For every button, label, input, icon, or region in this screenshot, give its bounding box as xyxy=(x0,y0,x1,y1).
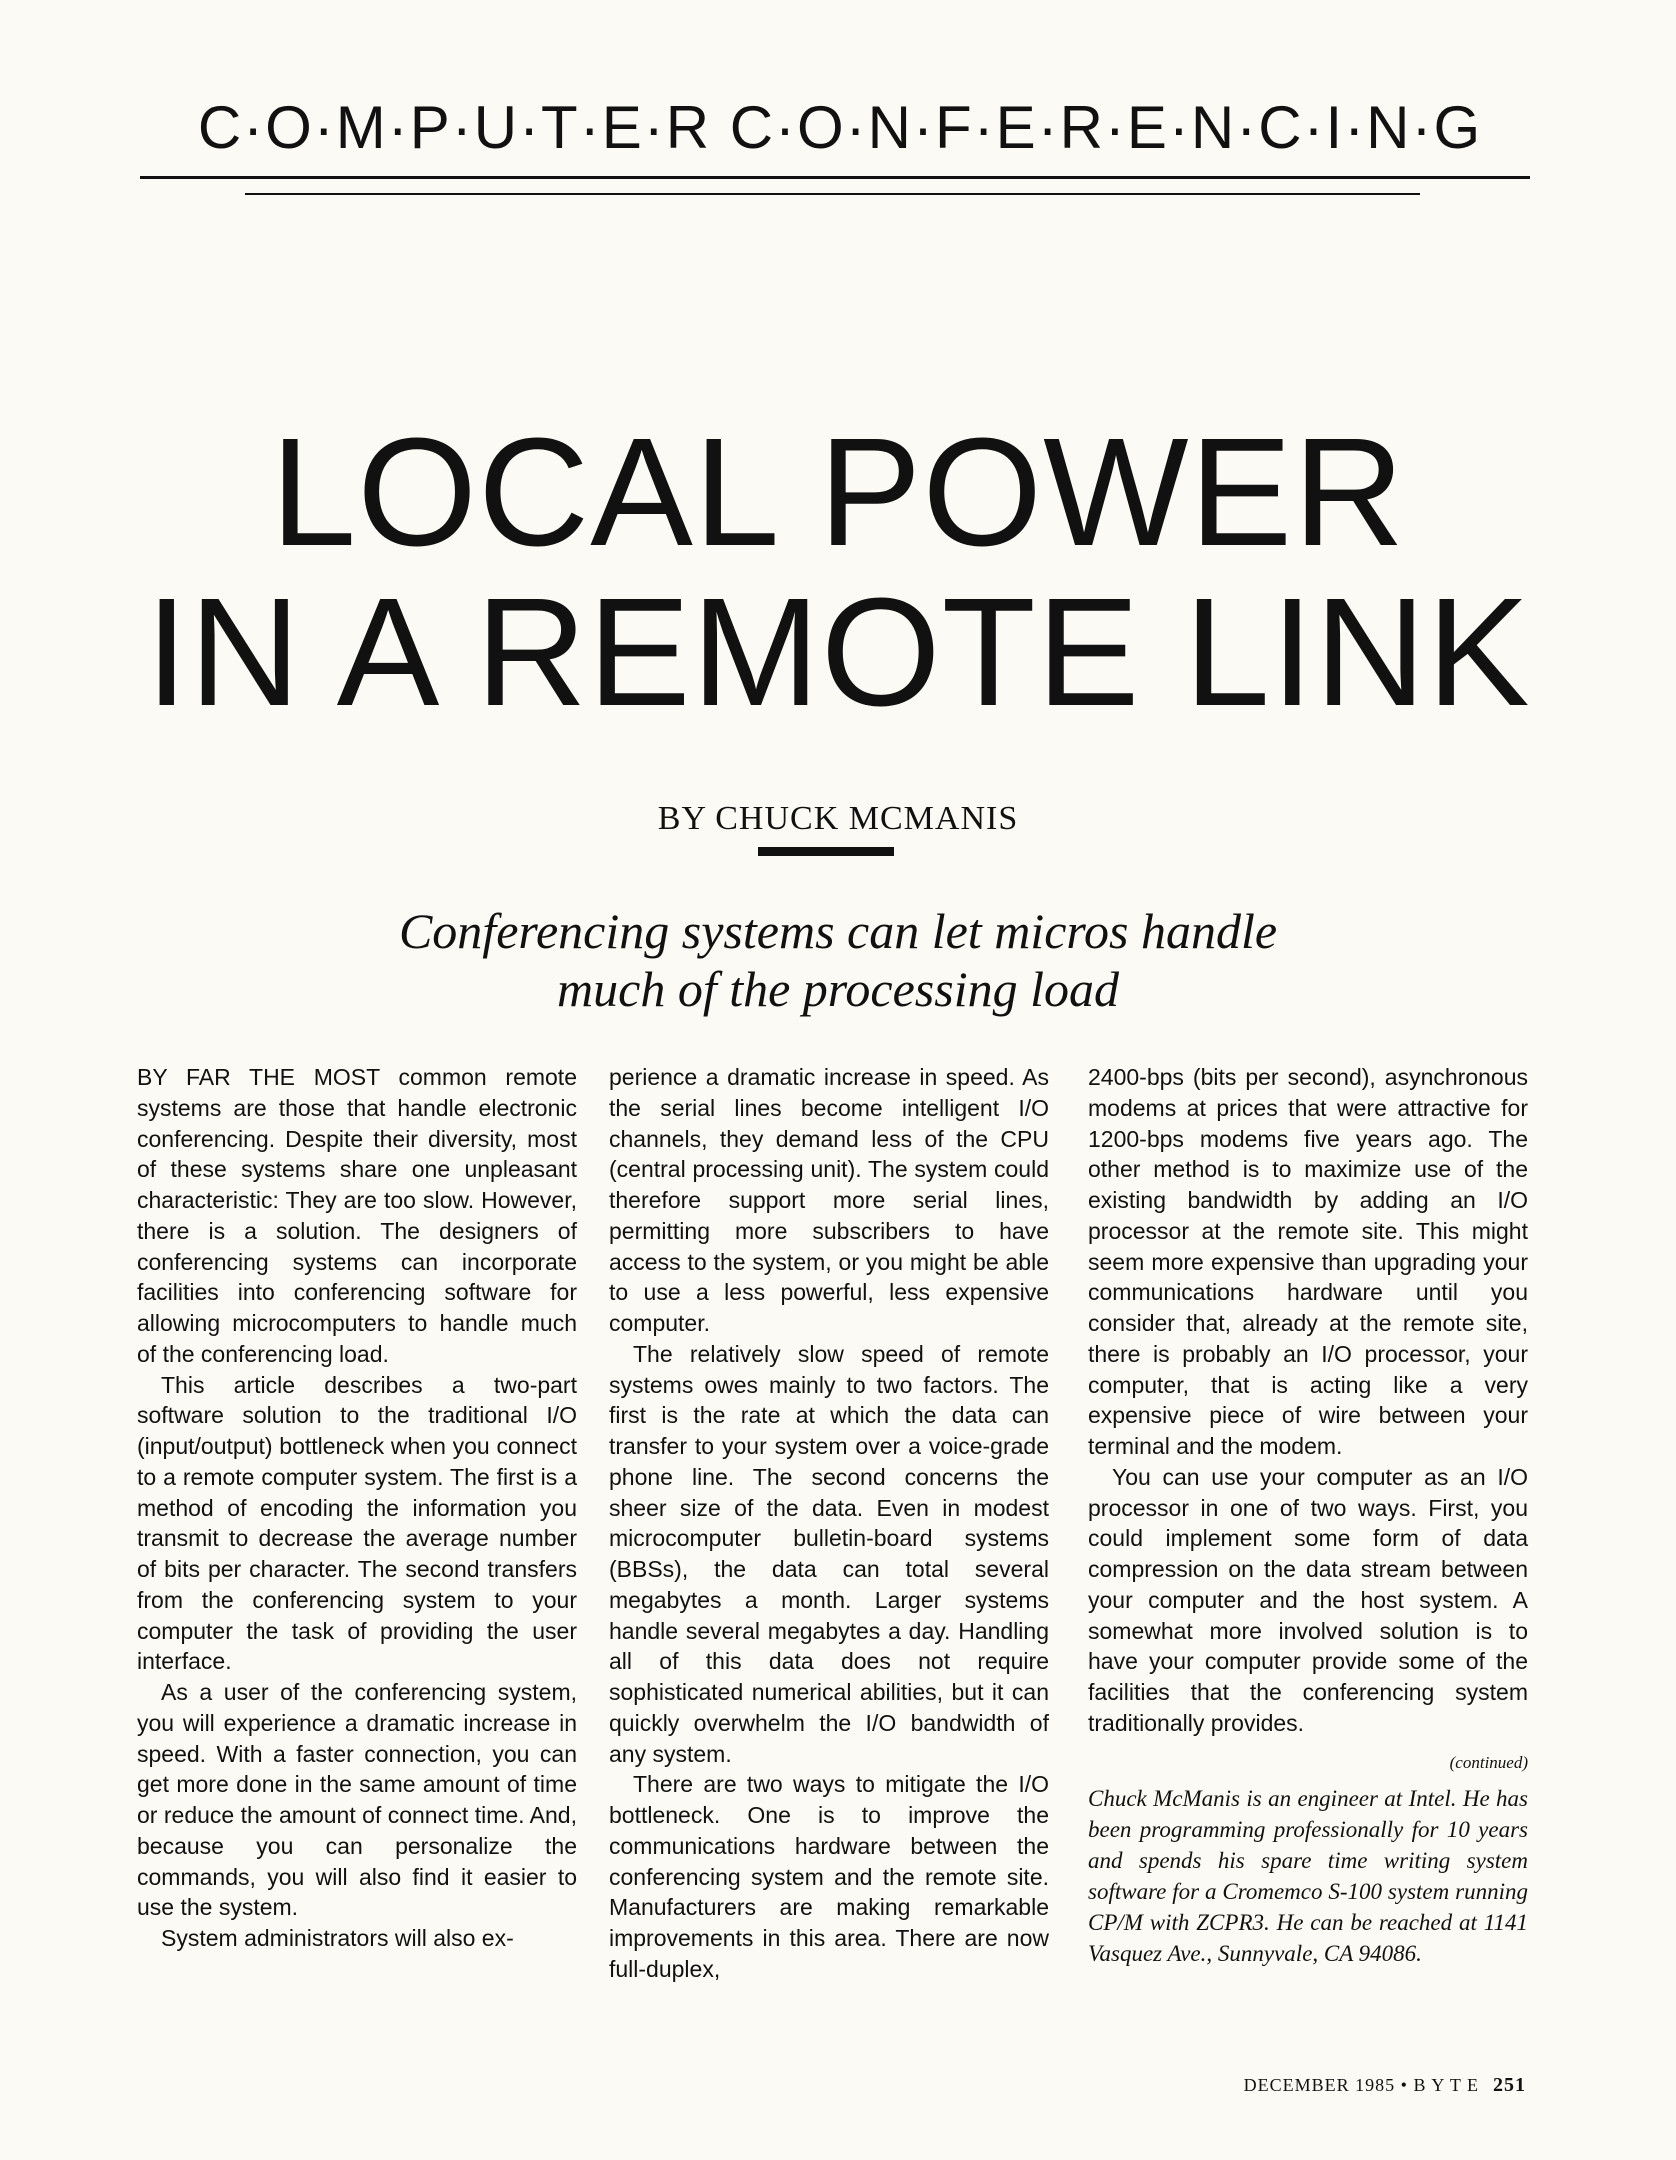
paragraph: perience a dramatic increase in speed. As the serial lines become intelligent I/O channels, they demand less of the CPU (central processing unit). The system could therefore support more serial lines, permitting more subscribers to have access to the system, or you might be able to use a less powerful, less expensive computer. xyxy=(609,1064,1049,1336)
column-2 xyxy=(609,1062,1049,1985)
header-rule-thin xyxy=(245,193,1420,195)
page-number: 251 xyxy=(1493,2074,1526,2096)
paragraph: 2400-bps (bits per second), asynchronous modems at prices that were attractive for 1200-bps modems five years ago. The other method is to maximize use of the existing bandwidth by adding an I/O processor at the remote site. This might seem more expensive than upgrading your communications hardware until you consider that, already at the remote site, there is probably an I/O processor, your computer, that is acting like a very expensive piece of wire between your terminal and the modem. xyxy=(1088,1064,1528,1459)
continued-note: (continued) xyxy=(1449,1752,1528,1772)
article-title xyxy=(0,406,1676,738)
paragraph: You can use your computer as an I/O processor in one of two ways. First, you could implement some form of data compression on the data stream between your computer and the host system. A somewhat more involved solution is to have your computer provide some of the facilities that the conferencing system traditionally provides. xyxy=(1088,1463,1528,1736)
paragraph: There are two ways to mitigate the I/O bottleneck. One is to improve the communications hardware between the conferencing system and the remote site. Manufacturers are making remarkable improvements in this area. There are now full-duplex, xyxy=(609,1771,1049,1982)
column-1 xyxy=(137,1062,577,1954)
header-rule-thick xyxy=(140,176,1530,179)
byline-bar xyxy=(758,847,894,856)
deck-line-2: much of the processing load xyxy=(557,961,1119,1017)
section-header: C·O·M·P·U·T·E·R C·O·N·F·E·R·E·N·C·I·N·G xyxy=(197,94,1483,161)
paragraph: BY FAR THE MOST common remote systems are those that handle electronic conferencing. Despite their diversity, most of these systems share one unpleasant characteristic: They are too slow. However, there is a solution. The designers of conferencing systems can incorporate facilities into conferencing software for allowing microcomputers to handle much of the conferencing load. xyxy=(137,1064,577,1367)
deck-line-1: Conferencing systems can let micros handle xyxy=(398,903,1278,959)
byline: BY CHUCK MCMANIS xyxy=(657,800,1019,837)
title-line-2: IN A REMOTE LINK xyxy=(145,566,1531,738)
paragraph: The relatively slow speed of remote systems owes mainly to two factors. The first is the rate at which the data can transfer to your system over a voice-grade phone line. The second concerns the sheer size of the data. Even in modest microcomputer bulletin-board systems (BBSs), the data can total several megabytes a month. Larger systems handle several megabytes a day. Handling all of this data does not require sophisticated numerical abilities, but it can quickly overwhelm the I/O bandwidth of any system. xyxy=(609,1340,1049,1767)
footer-issue: DECEMBER 1985 • B Y T E xyxy=(1243,2075,1479,2095)
column-3 xyxy=(1088,1062,1528,1969)
title-line-1: LOCAL POWER xyxy=(270,406,1406,578)
deck xyxy=(0,902,1676,1018)
paragraph: System administrators will also ex- xyxy=(161,1925,514,1951)
page-footer xyxy=(1244,2074,1526,2097)
author-bio: Chuck McManis is an engineer at Intel. He has been programming professionally for 10 years and spends his spare time writing system software for a Cromemco S-100 system running CP/M with ZCPR3. He can be reached at 1141 Vasquez Ave., Sunnyvale, CA 94086. xyxy=(1088,1785,1528,1966)
paragraph: This article describes a two-part software solution to the traditional I/O (input/output) bottleneck when you connect to a remote computer system. The first is a method of encoding the information you transmit to decrease the average number of bits per character. The second transfers from the conferencing system to your computer the task of providing the user interface. xyxy=(137,1371,577,1675)
paragraph: As a user of the conferencing system, you will experience a dramatic increase in speed. With a faster connection, you can get more done in the same amount of time or reduce the amount of connect time. And, because you can personalize the commands, you will also find it easier to use the system. xyxy=(137,1679,577,1921)
